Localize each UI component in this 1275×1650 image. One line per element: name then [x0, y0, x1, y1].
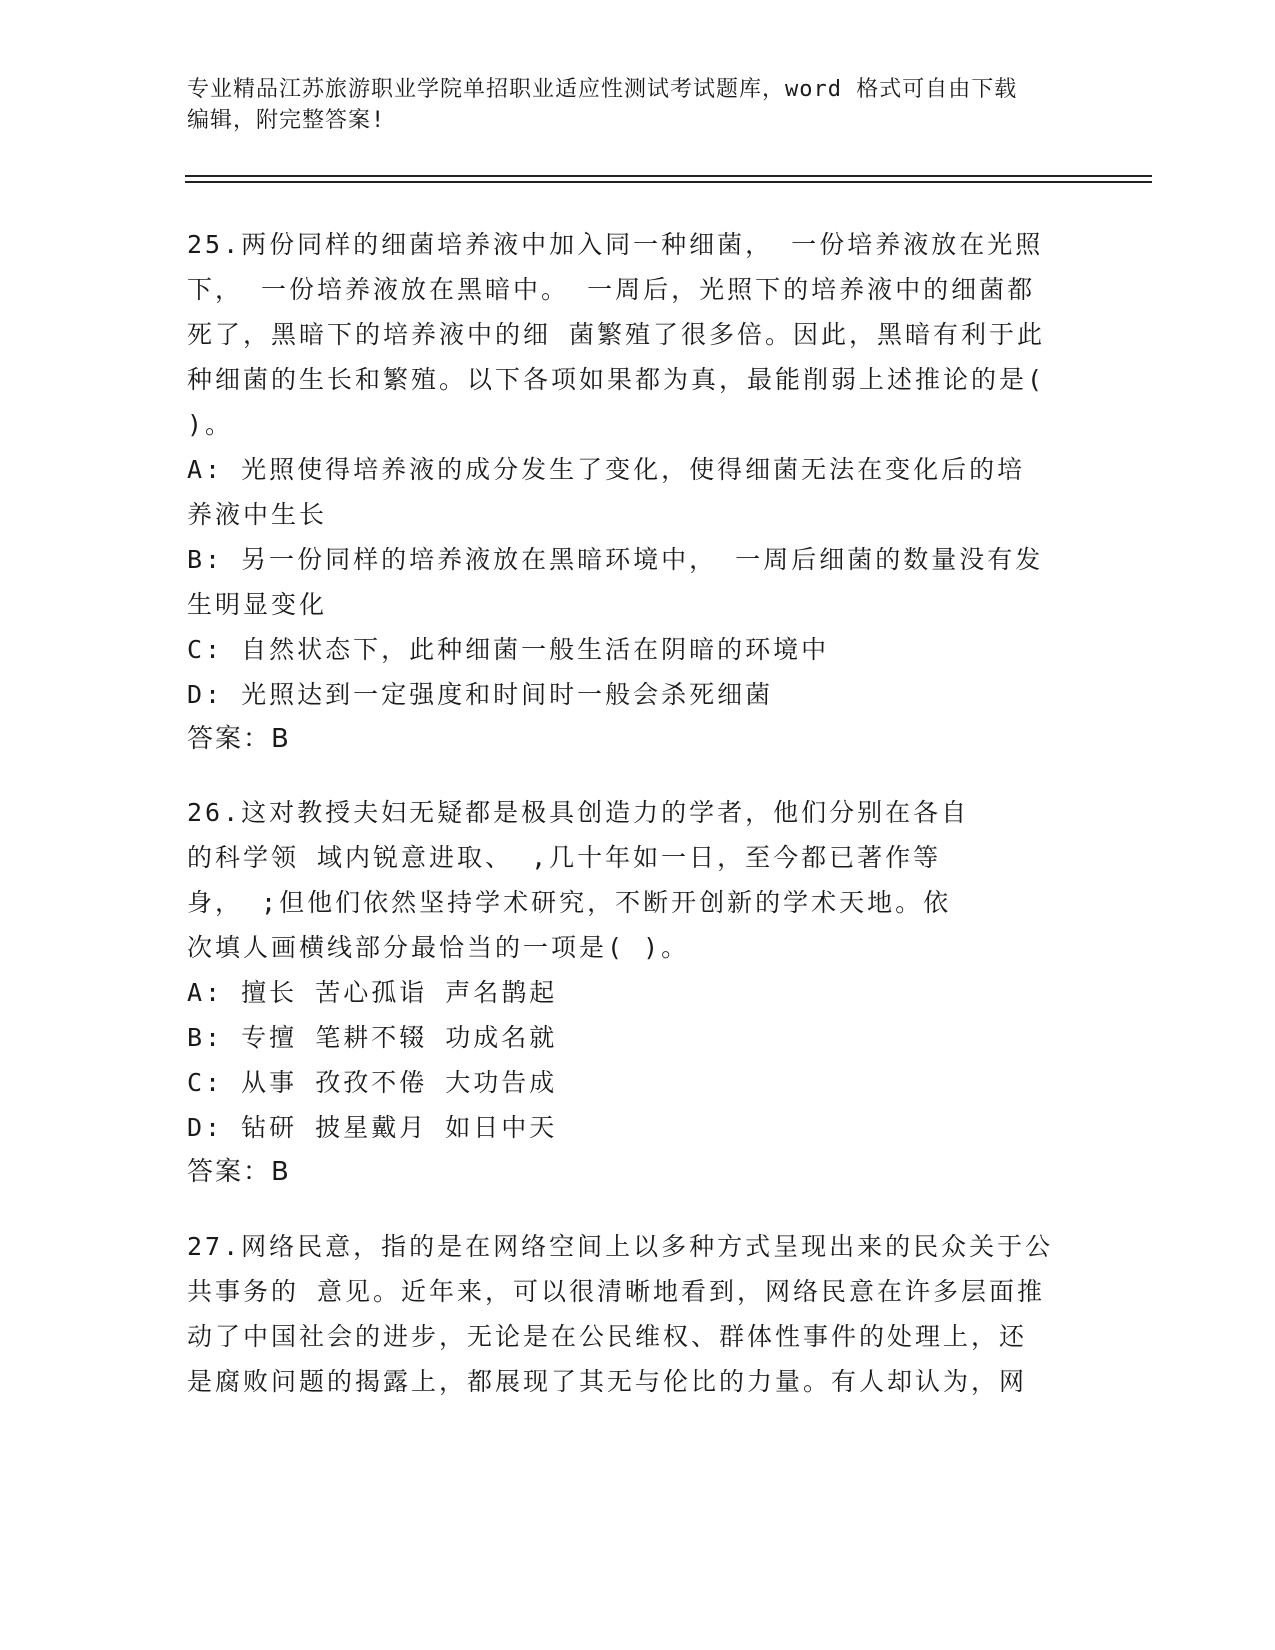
question-line: 死了，黑暗下的培养液中的细 菌繁殖了很多倍。因此，黑暗有利于此: [187, 320, 1046, 349]
option-d: D: 钻研 披星戴月 如日中天: [187, 1113, 558, 1142]
document-header: [187, 74, 1087, 136]
question-line: 种细菌的生长和繁殖。以下各项如果都为真，最能削弱上述推论的是(: [187, 365, 1046, 394]
option-d: D: 光照达到一定强度和时间时一般会杀死细菌: [187, 680, 774, 709]
question-line: )。: [187, 410, 234, 439]
option-a: A: 擅长 苦心孤诣 声名鹊起: [187, 978, 558, 1007]
question-line: 27.网络民意，指的是在网络空间上以多种方式呈现出来的民众关于公: [187, 1232, 1054, 1261]
question-line: 下， 一份培养液放在黑暗中。 一周后，光照下的培养液中的细菌都: [187, 275, 1036, 304]
question-26: [187, 790, 1087, 1195]
option-a-continued: 养液中生长: [187, 500, 328, 529]
question-line: 身， ;但他们依然坚持学术研究，不断开创新的学术天地。依: [187, 888, 952, 917]
question-line: 的科学领 域内锐意进取、 ,几十年如一日，至今都已著作等: [187, 843, 942, 872]
question-25: [187, 222, 1087, 762]
header-line-1: 专业精品江苏旅游职业学院单招职业适应性测试考试题库，word 格式可自由下载: [187, 77, 1018, 102]
question-27: [187, 1224, 1087, 1404]
header-line-2: 编辑，附完整答案!: [187, 108, 386, 133]
question-line: 次填人画横线部分最恰当的一项是( )。: [187, 933, 690, 962]
answer-label: 答案：B: [187, 724, 291, 754]
question-line: 25.两份同样的细菌培养液中加入同一种细菌， 一份培养液放在光照: [187, 230, 1044, 259]
question-line: 26.这对教授夫妇无疑都是极具创造力的学者，他们分别在各自: [187, 798, 970, 827]
option-b: B: 专擅 笔耕不辍 功成名就: [187, 1023, 558, 1052]
question-line: 共事务的 意见。近年来，可以很清晰地看到，网络民意在许多层面推: [187, 1277, 1046, 1306]
header-divider-top: [185, 175, 1152, 177]
question-line: 动了中国社会的进步，无论是在公民维权、群体性事件的处理上，还: [187, 1322, 1028, 1351]
option-b-continued: 生明显变化: [187, 590, 328, 619]
header-divider-bottom: [185, 181, 1152, 183]
option-b: B: 另一份同样的培养液放在黑暗环境中， 一周后细菌的数量没有发: [187, 545, 1044, 574]
option-a: A: 光照使得培养液的成分发生了变化，使得细菌无法在变化后的培: [187, 455, 1026, 484]
option-c: C: 从事 孜孜不倦 大功告成: [187, 1068, 558, 1097]
option-c: C: 自然状态下，此种细菌一般生活在阴暗的环境中: [187, 635, 830, 664]
question-line: 是腐败问题的揭露上，都展现了其无与伦比的力量。有人却认为，网: [187, 1367, 1028, 1396]
answer-label: 答案：B: [187, 1157, 291, 1187]
